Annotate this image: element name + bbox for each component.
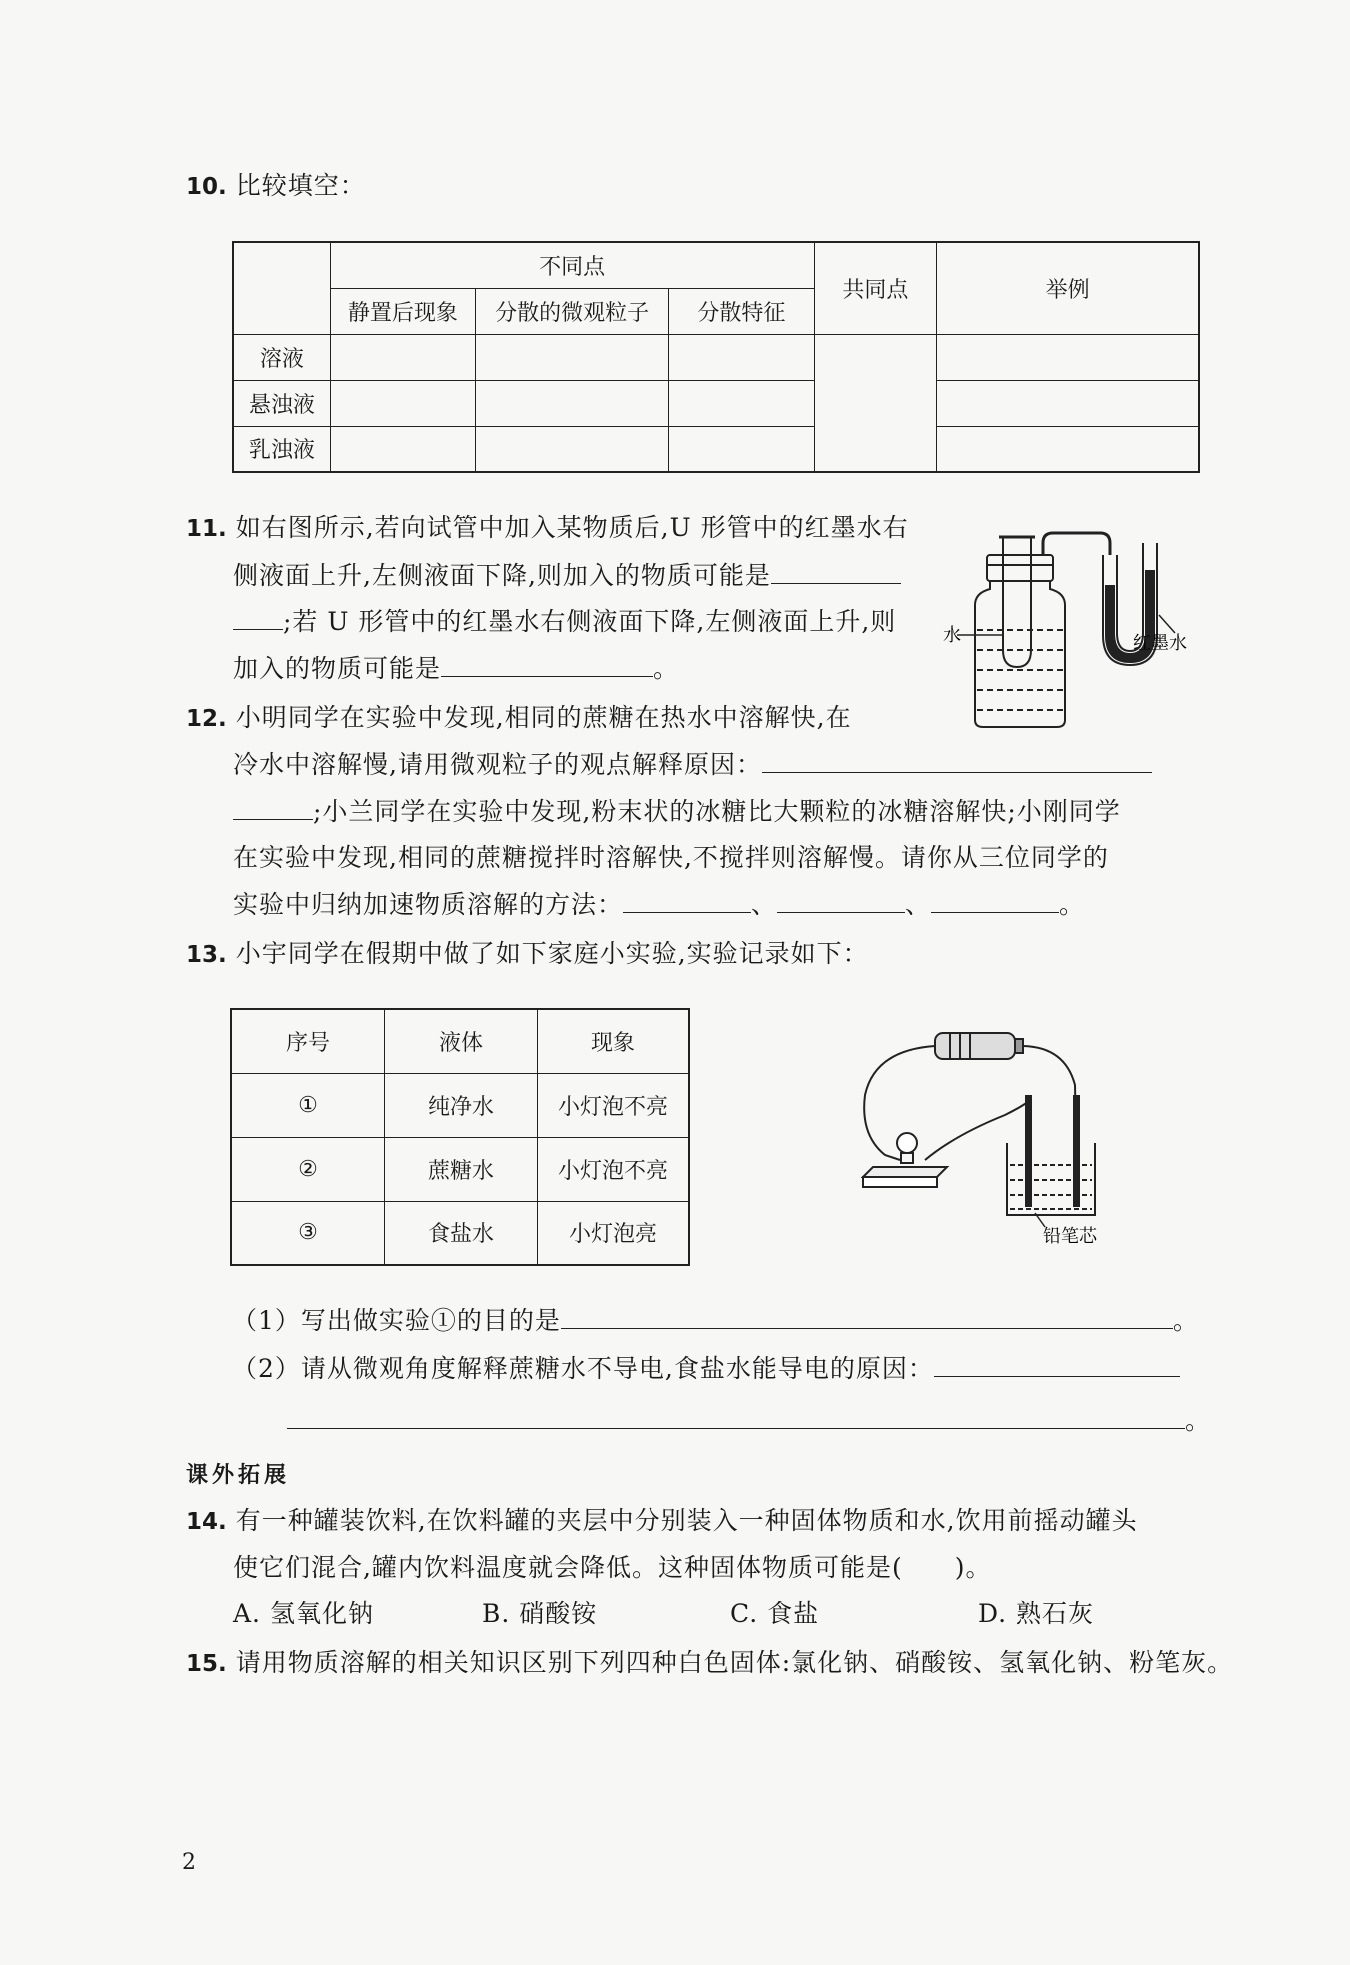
q11-line-4 (233, 650, 679, 687)
q11-text-1: 如右图所示,若向试管中加入某物质后,U 形管中的红墨水右 (235, 513, 909, 542)
q11-answer-blank-1[interactable] (771, 557, 901, 584)
stopper-shape (987, 555, 1053, 581)
q13-record-table (230, 1008, 690, 1266)
q15-answer-area[interactable] (233, 1695, 1200, 1845)
q15-text: 请用物质溶解的相关知识区别下列四种白色固体:氯化钠、硝酸铵、氢氧化钠、粉笔灰。 (235, 1648, 1234, 1677)
q13-part-2-text: （2）请从微观角度解释蔗糖水不导电,食盐水能导电的原因： (232, 1354, 934, 1383)
answer-cell[interactable] (669, 426, 814, 472)
row-phenomenon: 小灯泡不亮 (538, 1137, 690, 1201)
q11-answer-blank-2[interactable] (441, 650, 653, 677)
q12-line-3 (233, 793, 1121, 830)
q14-text-1: 有一种罐装饮料,在饮料罐的夹层中分别装入一种固体物质和水,饮用前摇动罐头 (235, 1506, 1138, 1535)
pencil-lead-right (1073, 1095, 1080, 1207)
header-liquid: 液体 (385, 1009, 538, 1073)
answer-cell[interactable] (937, 380, 1199, 426)
q11-number: 11. (186, 516, 227, 542)
q13-part-2-cont (287, 1402, 1211, 1439)
header-phenomenon: 现象 (538, 1009, 690, 1073)
answer-cell[interactable] (330, 426, 475, 472)
q15-prompt (186, 1645, 1233, 1682)
subheader-feature: 分散特征 (669, 288, 814, 334)
q11-text-4: 加入的物质可能是 (233, 654, 442, 683)
subheader-particles: 分散的微观粒子 (476, 288, 669, 334)
answer-cell[interactable] (476, 380, 669, 426)
q11-line-2 (233, 557, 901, 594)
row-liquid: 蔗糖水 (385, 1137, 538, 1201)
table-row (231, 1201, 689, 1265)
q10-text: 比较填空： (235, 171, 366, 200)
q12-line-1 (186, 700, 852, 737)
q12-separator-1: 、 (751, 890, 778, 919)
row-label-suspension: 悬浊液 (233, 380, 330, 426)
header-number: 序号 (231, 1009, 385, 1073)
table-row (231, 1137, 689, 1201)
q12-period: 。 (1059, 890, 1086, 919)
q14-number: 14. (186, 1509, 227, 1535)
q13-circuit-figure (855, 1025, 1115, 1247)
q13-text: 小宇同学在假期中做了如下家庭小实验,实验记录如下： (235, 939, 869, 968)
answer-cell-common[interactable] (814, 334, 937, 472)
q13-part-1-text: （1）写出做实验①的目的是 (232, 1306, 561, 1335)
answer-cell[interactable] (669, 380, 814, 426)
option-a[interactable]: A. 氢氧化钠 (233, 1599, 374, 1628)
q15-number: 15. (186, 1651, 227, 1677)
page-number: 2 (182, 1850, 196, 1875)
q13-part-2 (232, 1350, 1180, 1387)
q12-method-blank-2[interactable] (777, 886, 905, 913)
q11-line-3 (233, 603, 896, 640)
section-heading: 课外拓展 (186, 1463, 291, 1488)
q11-line-1 (186, 510, 909, 547)
q13-part-1-blank[interactable] (561, 1302, 1173, 1329)
answer-cell[interactable] (330, 334, 475, 380)
answer-cell[interactable] (330, 380, 475, 426)
row-number: ② (231, 1137, 385, 1201)
q11-apparatus-figure (935, 515, 1225, 735)
q14-line-1 (186, 1503, 1138, 1540)
answer-cell[interactable] (937, 334, 1199, 380)
header-diff: 不同点 (330, 242, 814, 288)
battery-shape (935, 1033, 1015, 1059)
q13-part-2-period: 。 (1185, 1406, 1212, 1435)
row-label-emulsion: 乳浊液 (233, 426, 330, 472)
row-liquid: 纯净水 (385, 1073, 538, 1137)
q12-line-5 (233, 886, 1085, 923)
q12-text-4: 在实验中发现,相同的蔗糖搅拌时溶解快,不搅拌则溶解慢。请你从三位同学的 (233, 843, 1109, 872)
q11-answer-blank-1-cont[interactable] (233, 603, 283, 630)
q10-prompt (186, 168, 366, 205)
bottle-shape (975, 581, 1065, 727)
row-phenomenon: 小灯泡亮 (538, 1201, 690, 1265)
q12-text-3: ;小兰同学在实验中发现,粉末状的冰糖比大颗粒的冰糖溶解快;小刚同学 (313, 797, 1121, 826)
header-example: 举例 (937, 242, 1199, 334)
header-common: 共同点 (814, 242, 937, 334)
q10-comparison-table (232, 241, 1200, 473)
q13-part-2-blank-cont[interactable] (287, 1402, 1185, 1429)
q12-separator-2: 、 (905, 890, 932, 919)
q12-answer-blank-reason[interactable] (762, 746, 1152, 773)
row-phenomenon: 小灯泡不亮 (538, 1073, 690, 1137)
q11-text-3: ;若 U 形管中的红墨水右侧液面下降,左侧液面上升,则 (283, 607, 897, 636)
q13-part-1 (232, 1302, 1199, 1339)
table-corner-cell (233, 242, 330, 334)
q13-prompt (186, 936, 869, 973)
q10-number: 10. (186, 174, 227, 200)
q12-text-1: 小明同学在实验中发现,相同的蔗糖在热水中溶解快,在 (235, 703, 852, 732)
option-b[interactable]: B. 硝酸铵 (482, 1599, 598, 1628)
test-tube-shape (1003, 537, 1031, 667)
row-number: ③ (231, 1201, 385, 1265)
subheader-phenomenon: 静置后现象 (330, 288, 475, 334)
answer-cell[interactable] (476, 334, 669, 380)
option-d[interactable]: D. 熟石灰 (978, 1599, 1095, 1628)
q14-text-2: 使它们混合,罐内饮料温度就会降低。这种固体物质可能是( )。 (233, 1553, 992, 1582)
q11-period: 。 (653, 654, 680, 683)
q12-line-4 (233, 840, 1109, 876)
row-liquid: 食盐水 (385, 1201, 538, 1265)
fig-label-red-ink: 红墨水 (1133, 633, 1187, 654)
row-label-solution: 溶液 (233, 334, 330, 380)
pencil-lead-left (1025, 1095, 1032, 1207)
q12-line-2 (233, 746, 1152, 783)
fig-label-water: 水 (943, 625, 961, 646)
q12-method-blank-1[interactable] (623, 886, 751, 913)
answer-cell[interactable] (669, 334, 814, 380)
option-c[interactable]: C. 食盐 (730, 1599, 820, 1628)
answer-cell[interactable] (476, 426, 669, 472)
q13-part-2-blank[interactable] (934, 1350, 1180, 1377)
q12-method-blank-3[interactable] (931, 886, 1059, 913)
row-number: ① (231, 1073, 385, 1137)
q13-part-1-period: 。 (1172, 1306, 1199, 1335)
q12-text-2: 冷水中溶解慢,请用微观粒子的观点解释原因： (233, 750, 762, 779)
answer-cell[interactable] (937, 426, 1199, 472)
q12-answer-blank-reason-cont[interactable] (233, 793, 313, 820)
fig-label-pencil-lead: 铅笔芯 (1043, 1226, 1097, 1247)
q12-number: 12. (186, 706, 227, 732)
q12-text-5: 实验中归纳加速物质溶解的方法： (233, 890, 624, 919)
q14-line-2 (233, 1550, 991, 1586)
table-row (231, 1073, 689, 1137)
q13-number: 13. (186, 942, 227, 968)
q11-text-2: 侧液面上升,左侧液面下降,则加入的物质可能是 (233, 561, 771, 590)
